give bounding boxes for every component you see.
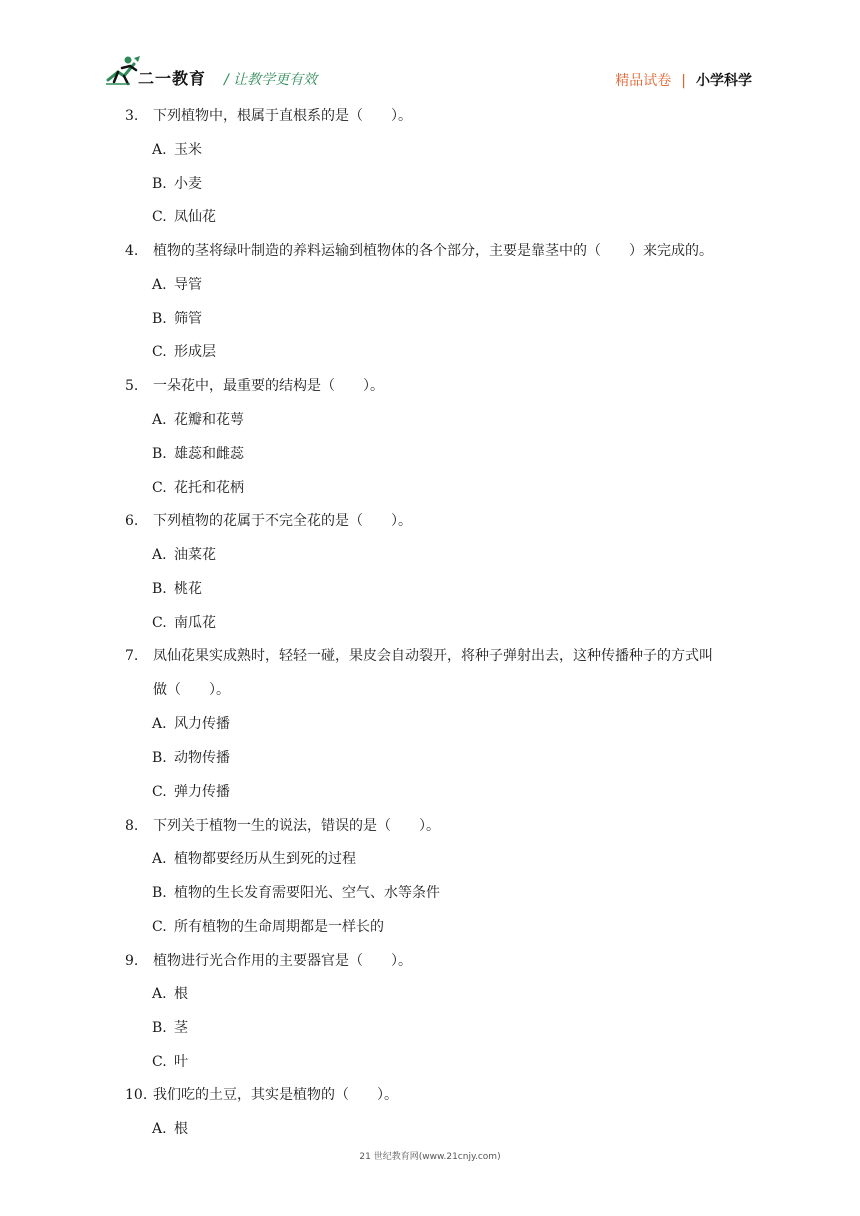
option-letter: C.: [152, 209, 167, 225]
question-text-continuation: 做（ ）。: [153, 682, 230, 698]
option-text: 所有植物的生命周期都是一样长的: [174, 919, 384, 935]
option-text: 小麦: [174, 176, 202, 192]
question-number: 9.: [125, 953, 139, 969]
question-number: 10.: [125, 1087, 148, 1103]
option-text: 花托和花柄: [174, 480, 244, 496]
question-text: 下列关于植物一生的说法，错误的是（ ）。: [153, 818, 440, 834]
question-stem: [125, 646, 713, 666]
option: [152, 883, 440, 903]
option: [152, 579, 202, 599]
option-letter: C.: [152, 1054, 167, 1070]
question-number: 3.: [125, 108, 139, 124]
option: [152, 207, 216, 227]
option: [152, 782, 230, 802]
option-letter: A.: [152, 716, 167, 732]
option-text: 动物传播: [174, 750, 230, 766]
question-stem: [125, 1085, 398, 1105]
option-letter: C.: [152, 480, 167, 496]
logo: [104, 54, 216, 88]
option-text: 植物都要经历从生到死的过程: [174, 851, 356, 867]
option: [152, 342, 216, 362]
option-letter: B.: [152, 176, 167, 192]
option-letter: B.: [152, 581, 167, 597]
subject-badge: [615, 70, 752, 90]
slogan: / 让教学更有效: [224, 72, 318, 88]
option-text: 茎: [174, 1020, 188, 1036]
option-text: 玉米: [174, 142, 202, 158]
option-text: 桃花: [174, 581, 202, 597]
option-letter: A.: [152, 412, 167, 428]
question-text: 植物进行光合作用的主要器官是（ ）。: [153, 953, 412, 969]
question-stem: [125, 376, 384, 396]
question-number: 6.: [125, 513, 139, 529]
page-header: [0, 0, 860, 100]
option: [152, 444, 244, 464]
option-letter: B.: [152, 311, 167, 327]
option-letter: B.: [152, 446, 167, 462]
option-text: 弹力传播: [174, 784, 230, 800]
question-text: 下列植物中，根属于直根系的是（ ）。: [153, 108, 412, 124]
option: [152, 917, 384, 937]
option: [152, 1018, 188, 1038]
option-letter: A.: [152, 142, 167, 158]
option: [152, 140, 202, 160]
option-text: 凤仙花: [174, 209, 216, 225]
option: [152, 545, 216, 565]
option-letter: B.: [152, 750, 167, 766]
option-letter: A.: [152, 986, 167, 1002]
option-letter: A.: [152, 851, 167, 867]
question-number: 8.: [125, 818, 139, 834]
question-text: 一朵花中，最重要的结构是（ ）。: [153, 378, 384, 394]
option-text: 风力传播: [174, 716, 230, 732]
option-letter: C.: [152, 344, 167, 360]
option-letter: A.: [152, 1121, 167, 1137]
question-text: 凤仙花果实成熟时，轻轻一碰，果皮会自动裂开，将种子弹射出去，这种传播种子的方式叫: [153, 648, 713, 664]
option: [152, 174, 202, 194]
question-text: 我们吃的土豆，其实是植物的（ ）。: [153, 1087, 398, 1103]
question-text: 植物的茎将绿叶制造的养料运输到植物体的各个部分，主要是靠茎中的（ ）来完成的。: [153, 243, 713, 259]
option: [152, 410, 244, 430]
option-text: 叶: [174, 1054, 188, 1070]
option: [152, 1052, 188, 1072]
option-text: 植物的生长发育需要阳光、空气、水等条件: [174, 885, 440, 901]
quality-label: 精品试卷: [615, 73, 672, 89]
option: [152, 613, 216, 633]
question-text: 下列植物的花属于不完全花的是（ ）。: [153, 513, 412, 529]
option-text: 花瓣和花萼: [174, 412, 244, 428]
option-text: 雄蕊和雌蕊: [174, 446, 244, 462]
logo-text: 二一教育: [138, 69, 207, 88]
option-text: 根: [174, 1121, 188, 1137]
question-stem: [125, 106, 412, 126]
option-letter: B.: [152, 885, 167, 901]
option-text: 导管: [174, 277, 202, 293]
option: [152, 1119, 188, 1139]
option-text: 形成层: [174, 344, 216, 360]
option-text: 根: [174, 986, 188, 1002]
question-stem: [125, 951, 412, 971]
option: [152, 748, 230, 768]
question-number: 7.: [125, 648, 139, 664]
option: [152, 849, 356, 869]
option-text: 油菜花: [174, 547, 216, 563]
option-text: 筛管: [174, 311, 202, 327]
option: [152, 309, 202, 329]
subject-label: 小学科学: [696, 73, 752, 89]
option-letter: C.: [152, 919, 167, 935]
option-letter: B.: [152, 1020, 167, 1036]
option: [152, 478, 244, 498]
badge-separator: |: [681, 73, 686, 89]
question-number: 5.: [125, 378, 139, 394]
question-stem: [125, 241, 713, 261]
option: [152, 984, 188, 1004]
option-letter: A.: [152, 277, 167, 293]
question-stem: [125, 511, 412, 531]
question-number: 4.: [125, 243, 139, 259]
question-stem: [125, 816, 440, 836]
page-footer: 21 世纪教育网(www.21cnjy.com): [359, 1152, 501, 1162]
option-letter: C.: [152, 784, 167, 800]
option: [152, 275, 202, 295]
option-text: 南瓜花: [174, 615, 216, 631]
option-letter: A.: [152, 547, 167, 563]
option-letter: C.: [152, 615, 167, 631]
option: [152, 714, 230, 734]
